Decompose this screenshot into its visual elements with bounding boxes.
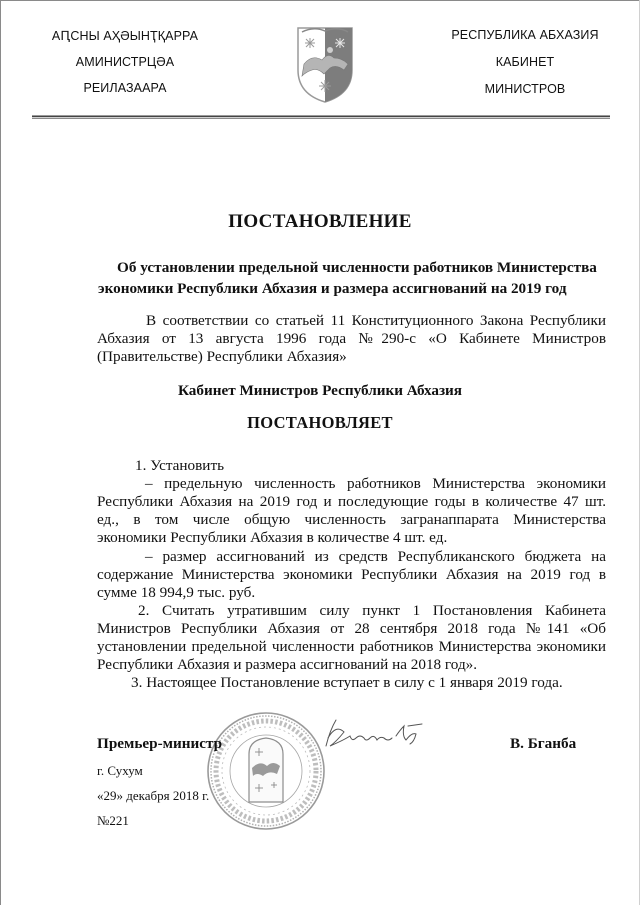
item-1-heading: 1. Установить bbox=[135, 457, 225, 474]
letterhead-right-line-2: КАБИНЕТ bbox=[495, 55, 555, 69]
letterhead-left-line-1: АԤСНЫ АҲӘЫНҬҚАРРА bbox=[51, 29, 199, 43]
issuer-heading: Кабинет Министров Республики Абхазия bbox=[177, 382, 463, 399]
item-3: 3. Настоящее Постановление вступает в силу с 1 января 2019 года. bbox=[131, 674, 563, 691]
preamble-line-2: Абхазия от 13 августа 1996 года №290-с «О Кабинете Министров bbox=[97, 330, 606, 347]
item-2-line-3: установлении предельной численности работников Министерства экономики bbox=[97, 638, 606, 655]
body-line-6: – размер ассигнований из средств Республиканского бюджета на bbox=[145, 548, 606, 565]
page-border-top bbox=[0, 0, 640, 1]
item-2-line-2: Министров Республики Абхазия от 28 сентября 2018 года №141 «Об bbox=[97, 620, 606, 637]
signatory-position: Премьер-министр bbox=[97, 735, 223, 752]
signatory-name: В. Бганба bbox=[510, 735, 577, 752]
page-border-left bbox=[0, 0, 1, 905]
coat-of-arms-icon bbox=[294, 24, 356, 104]
letterhead-right-line-3: МИНИСТРОВ bbox=[484, 82, 566, 96]
body-line-4: ед., в том числе общую численность загранаппарата Министерства bbox=[97, 511, 606, 528]
body-line-8: сумме 18 994,9 тыс. руб. bbox=[97, 584, 256, 601]
handwritten-signature-icon bbox=[322, 716, 432, 752]
item-2-line-4: Республики Абхазия и размера ассигнований на 2018 год». bbox=[97, 656, 478, 673]
subtitle-line-2: экономики Республики Абхазия и размера ассигнований на 2019 год bbox=[98, 280, 567, 297]
letterhead-right-line-1: РЕСПУБЛИКА АБХАЗИЯ bbox=[451, 28, 599, 42]
official-seal-icon bbox=[205, 710, 327, 832]
item-2-line-1: 2. Считать утратившим силу пункт 1 Постановления Кабинета bbox=[138, 602, 606, 619]
issue-city: г. Сухум bbox=[97, 763, 143, 778]
subtitle-line-1: Об установлении предельной численности работников Министерства bbox=[117, 259, 597, 276]
body-line-3: Республики Абхазия на 2019 год и последующие годы в количестве 47 шт. bbox=[97, 493, 606, 510]
letterhead-left-line-3: РЕИЛАЗААРА bbox=[83, 81, 167, 95]
issue-date: «29» декабря 2018 г. bbox=[97, 788, 210, 803]
document-number: №221 bbox=[97, 813, 129, 828]
resolves-heading: ПОСТАНОВЛЯЕТ bbox=[247, 413, 393, 432]
document-title: ПОСТАНОВЛЕНИЕ bbox=[228, 211, 412, 232]
body-line-5: экономики Республики Абхазия в количестве 4 шт. ед. bbox=[97, 529, 448, 546]
letterhead-divider bbox=[32, 115, 610, 119]
body-line-2: – предельную численность работников Министерства экономики bbox=[145, 475, 606, 492]
preamble-line-1: В соответствии со статьей 11 Конституционного Закона Республики bbox=[146, 312, 606, 329]
body-line-7: содержание Министерства экономики Республики Абхазия на 2019 год в bbox=[97, 566, 606, 583]
preamble-line-3: (Правительстве) Республики Абхазия» bbox=[97, 348, 347, 365]
letterhead-left-line-2: АМИНИСТРЦӘА bbox=[75, 55, 175, 69]
